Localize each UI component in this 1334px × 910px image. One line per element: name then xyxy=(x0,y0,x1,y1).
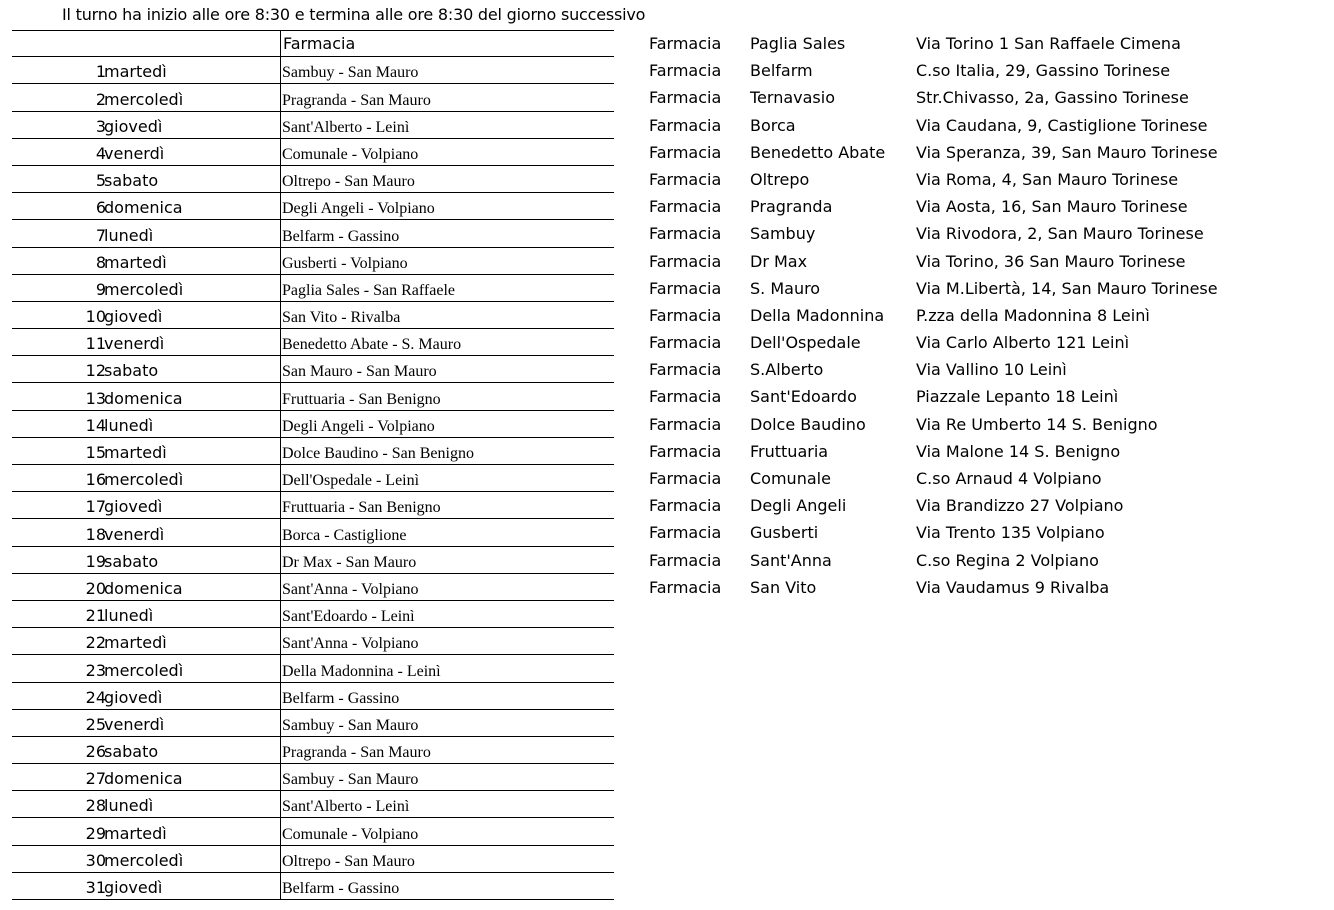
directory-name: Belfarm xyxy=(750,61,813,81)
day-name: venerdì xyxy=(104,714,165,734)
pharmacy-name: San Vito - Rivalba xyxy=(282,309,401,327)
column-divider xyxy=(280,31,281,57)
pharmacy-name: Paglia Sales - San Raffaele xyxy=(282,281,455,299)
day-name: domenica xyxy=(104,388,183,408)
column-divider xyxy=(280,220,281,247)
day-name: sabato xyxy=(104,551,159,571)
day-name: martedì xyxy=(104,633,167,653)
day-number: 1 xyxy=(95,62,106,82)
day-number: 21 xyxy=(85,606,106,626)
column-divider xyxy=(280,601,281,628)
column-divider xyxy=(280,193,281,220)
day-number: 12 xyxy=(85,361,106,381)
directory-address: Via Vallino 10 Leinì xyxy=(916,360,1067,380)
day-number: 23 xyxy=(85,660,106,680)
day-number: 16 xyxy=(85,470,106,490)
directory-name: Borca xyxy=(750,115,796,135)
directory-address: Via Torino, 36 San Mauro Torinese xyxy=(916,251,1186,271)
day-name: martedì xyxy=(104,62,167,82)
pharmacy-name: Belfarm - Gassino xyxy=(282,689,400,707)
pharmacy-name: San Mauro - San Mauro xyxy=(282,363,437,381)
table-row xyxy=(12,57,614,84)
table-row xyxy=(12,220,614,247)
column-divider xyxy=(280,791,281,818)
column-divider xyxy=(280,492,281,519)
table-row xyxy=(12,84,614,111)
day-number: 31 xyxy=(85,878,106,897)
day-name: domenica xyxy=(104,769,183,789)
directory-type: Farmacia xyxy=(649,441,722,461)
column-divider xyxy=(280,873,281,900)
directory-address: Via Roma, 4, San Mauro Torinese xyxy=(916,169,1179,189)
day-name: mercoledì xyxy=(104,850,184,870)
pharmacy-name: Dell'Ospedale - Leinì xyxy=(282,472,420,490)
pharmacy-name: Fruttuaria - San Benigno xyxy=(282,499,441,517)
directory-address: P.zza della Madonnina 8 Leinì xyxy=(916,305,1150,325)
pharmacy-name: Borca - Castiglione xyxy=(282,526,407,544)
pharmacy-column-header: Farmacia xyxy=(283,34,356,54)
table-row xyxy=(12,737,614,764)
day-name: venerdì xyxy=(104,524,165,544)
day-name: mercoledì xyxy=(104,660,184,680)
day-name: sabato xyxy=(104,171,159,191)
directory-address: Via Brandizzo 27 Volpiano xyxy=(916,496,1124,516)
table-row xyxy=(12,710,614,737)
directory-name: Gusberti xyxy=(750,523,819,543)
directory-name: S. Mauro xyxy=(750,278,821,298)
day-name: mercoledì xyxy=(104,470,184,490)
column-divider xyxy=(280,465,281,492)
directory-type: Farmacia xyxy=(649,360,722,380)
column-divider xyxy=(280,547,281,574)
directory-address: Piazzale Lepanto 18 Leinì xyxy=(916,387,1119,407)
day-number: 18 xyxy=(85,524,106,544)
directory-name: Oltrepo xyxy=(750,169,810,189)
day-name: sabato xyxy=(104,361,159,381)
directory-type: Farmacia xyxy=(649,577,722,597)
table-row xyxy=(12,302,614,329)
day-name: martedì xyxy=(104,823,167,843)
pharmacy-name: Comunale - Volpiano xyxy=(282,825,419,843)
day-name: giovedì xyxy=(104,878,163,897)
day-number: 3 xyxy=(95,116,106,136)
directory-type: Farmacia xyxy=(649,333,722,353)
table-body xyxy=(12,57,614,900)
table-header-row xyxy=(12,30,614,57)
pharmacy-name: Sant'Alberto - Leinì xyxy=(282,798,410,816)
column-divider xyxy=(280,166,281,193)
table-row xyxy=(12,492,614,519)
directory-type: Farmacia xyxy=(649,224,722,244)
column-divider xyxy=(280,57,281,84)
directory-name: Sambuy xyxy=(750,224,816,244)
table-row xyxy=(12,655,614,682)
day-name: sabato xyxy=(104,742,159,762)
day-number: 6 xyxy=(95,198,106,218)
day-name: giovedì xyxy=(104,687,163,707)
column-divider xyxy=(280,519,281,546)
pharmacy-name: Sant'Edoardo - Leinì xyxy=(282,608,415,626)
pharmacy-name: Della Madonnina - Leinì xyxy=(282,662,441,680)
directory-type: Farmacia xyxy=(649,305,722,325)
table-row xyxy=(12,166,614,193)
directory-name: S.Alberto xyxy=(750,360,824,380)
day-name: giovedì xyxy=(104,116,163,136)
pharmacy-name: Dolce Baudino - San Benigno xyxy=(282,445,474,462)
column-divider xyxy=(280,356,281,383)
column-divider xyxy=(280,628,281,655)
day-number: 28 xyxy=(85,796,106,816)
table-row xyxy=(12,791,614,818)
directory-type: Farmacia xyxy=(649,88,722,108)
directory-type: Farmacia xyxy=(649,278,722,298)
table-row xyxy=(12,329,614,356)
table-row xyxy=(12,112,614,139)
day-number: 19 xyxy=(85,551,106,571)
pharmacy-name: Degli Angeli - Volpiano xyxy=(282,417,435,435)
directory-address: C.so Arnaud 4 Volpiano xyxy=(916,469,1102,488)
directory-type: Farmacia xyxy=(649,169,722,189)
day-name: martedì xyxy=(104,252,167,272)
directory-name: Dr Max xyxy=(750,251,808,271)
directory-type: Farmacia xyxy=(649,414,722,434)
directory-name: Sant'Edoardo xyxy=(750,387,857,407)
column-divider xyxy=(280,139,281,166)
day-number: 14 xyxy=(85,415,106,435)
day-number: 29 xyxy=(85,823,106,843)
directory-name: Paglia Sales xyxy=(750,34,846,53)
column-divider xyxy=(280,846,281,873)
directory-name: Dell'Ospedale xyxy=(750,333,861,353)
directory-address: Via Carlo Alberto 121 Leinì xyxy=(916,333,1130,353)
day-name: giovedì xyxy=(104,307,163,327)
day-name: domenica xyxy=(104,578,183,598)
column-divider xyxy=(280,302,281,329)
directory-type: Farmacia xyxy=(649,142,722,162)
table-row xyxy=(12,574,614,601)
table-row xyxy=(12,139,614,166)
day-number: 24 xyxy=(85,687,106,707)
directory-name: San Vito xyxy=(750,577,817,597)
pharmacy-name: Oltrepo - San Mauro xyxy=(282,173,415,191)
directory-name: Comunale xyxy=(750,469,831,488)
directory-name: Benedetto Abate xyxy=(750,142,886,162)
column-divider xyxy=(280,683,281,710)
column-divider xyxy=(280,818,281,845)
day-number: 8 xyxy=(95,252,106,272)
day-name: giovedì xyxy=(104,497,163,517)
directory-type: Farmacia xyxy=(649,469,722,488)
pharmacy-name: Fruttuaria - San Benigno xyxy=(282,390,441,408)
table-row xyxy=(12,519,614,546)
directory-address: Via M.Libertà, 14, San Mauro Torinese xyxy=(916,278,1218,298)
day-name: lunedì xyxy=(104,796,154,816)
directory-name: Ternavasio xyxy=(750,88,835,108)
day-number: 15 xyxy=(85,443,106,462)
directory-address: C.so Italia, 29, Gassino Torinese xyxy=(916,61,1171,81)
pharmacy-name: Belfarm - Gassino xyxy=(282,880,400,897)
day-name: lunedì xyxy=(104,415,154,435)
pharmacy-name: Oltrepo - San Mauro xyxy=(282,852,415,870)
table-row xyxy=(12,383,614,410)
column-divider xyxy=(280,329,281,356)
column-divider xyxy=(280,112,281,139)
day-number: 13 xyxy=(85,388,106,408)
table-row xyxy=(12,846,614,873)
column-divider xyxy=(280,84,281,111)
table-row xyxy=(12,547,614,574)
table-row xyxy=(12,248,614,275)
directory-type: Farmacia xyxy=(649,496,722,516)
table-row xyxy=(12,818,614,845)
directory-address: Str.Chivasso, 2a, Gassino Torinese xyxy=(916,88,1189,108)
day-number: 20 xyxy=(85,578,106,598)
column-divider xyxy=(280,737,281,764)
directory-address: Via Caudana, 9, Castiglione Torinese xyxy=(916,115,1208,135)
directory-address: Via Trento 135 Volpiano xyxy=(916,523,1105,543)
day-number: 2 xyxy=(95,89,106,109)
directory-address: Via Aosta, 16, San Mauro Torinese xyxy=(916,197,1188,217)
directory-name: Dolce Baudino xyxy=(750,414,866,434)
directory-type: Farmacia xyxy=(649,251,722,271)
directory-type: Farmacia xyxy=(649,115,722,135)
pharmacy-name: Sambuy - San Mauro xyxy=(282,64,419,82)
directory-address: C.so Regina 2 Volpiano xyxy=(916,550,1099,570)
pharmacy-name: Degli Angeli - Volpiano xyxy=(282,200,435,218)
pharmacy-name: Comunale - Volpiano xyxy=(282,145,419,163)
pharmacy-name: Pragranda - San Mauro xyxy=(282,744,431,762)
day-number: 7 xyxy=(95,225,106,245)
table-row xyxy=(12,411,614,438)
table-row xyxy=(12,438,614,465)
directory-address: Via Rivodora, 2, San Mauro Torinese xyxy=(916,224,1204,244)
directory-type: Farmacia xyxy=(649,387,722,407)
day-number: 9 xyxy=(95,279,106,299)
directory-type: Farmacia xyxy=(649,61,722,81)
column-divider xyxy=(280,438,281,465)
table-row xyxy=(12,683,614,710)
day-number: 4 xyxy=(95,143,106,163)
day-number: 17 xyxy=(85,497,106,517)
column-divider xyxy=(280,275,281,302)
table-row xyxy=(12,628,614,655)
table-row xyxy=(12,193,614,220)
directory-address: Via Speranza, 39, San Mauro Torinese xyxy=(916,142,1218,162)
directory-type: Farmacia xyxy=(649,197,722,217)
directory-name: Fruttuaria xyxy=(750,441,829,461)
directory-name: Pragranda xyxy=(750,197,833,217)
directory-name: Sant'Anna xyxy=(750,550,832,570)
table-row xyxy=(12,601,614,628)
day-name: lunedì xyxy=(104,225,154,245)
table-row xyxy=(12,465,614,492)
pharmacy-name: Belfarm - Gassino xyxy=(282,227,400,245)
column-divider xyxy=(280,411,281,438)
day-name: venerdì xyxy=(104,334,165,354)
day-number: 30 xyxy=(85,850,106,870)
page-title: Il turno ha inizio alle ore 8:30 e termina alle ore 8:30 del giorno successivo xyxy=(62,5,646,24)
table-row xyxy=(12,275,614,302)
day-name: mercoledì xyxy=(104,279,184,299)
pharmacy-name: Sant'Alberto - Leinì xyxy=(282,118,410,136)
pharmacy-name: Sambuy - San Mauro xyxy=(282,771,419,789)
day-number: 10 xyxy=(85,307,106,327)
day-name: martedì xyxy=(104,443,167,462)
day-name: lunedì xyxy=(104,606,154,626)
duty-schedule-table xyxy=(12,30,614,900)
directory-type: Farmacia xyxy=(649,523,722,543)
column-divider xyxy=(280,574,281,601)
table-row xyxy=(12,873,614,900)
column-divider xyxy=(280,383,281,410)
pharmacy-name: Benedetto Abate - S. Mauro xyxy=(282,336,462,354)
column-divider xyxy=(280,764,281,791)
pharmacy-name: Gusberti - Volpiano xyxy=(282,254,408,272)
directory-address: Via Torino 1 San Raffaele Cimena xyxy=(916,34,1181,53)
day-name: mercoledì xyxy=(104,89,184,109)
directory-address: Via Vaudamus 9 Rivalba xyxy=(916,577,1110,597)
column-divider xyxy=(280,248,281,275)
day-number: 27 xyxy=(85,769,106,789)
column-divider xyxy=(280,710,281,737)
directory-name: Degli Angeli xyxy=(750,496,847,516)
pharmacy-name: Pragranda - San Mauro xyxy=(282,91,431,109)
directory-type: Farmacia xyxy=(649,34,722,53)
directory-address: Via Re Umberto 14 S. Benigno xyxy=(916,414,1158,434)
day-number: 26 xyxy=(85,742,106,762)
pharmacy-name: Sambuy - San Mauro xyxy=(282,716,419,734)
day-name: venerdì xyxy=(104,143,165,163)
pharmacy-name: Dr Max - San Mauro xyxy=(282,553,417,571)
day-name: domenica xyxy=(104,198,183,218)
table-row xyxy=(12,764,614,791)
column-divider xyxy=(280,655,281,682)
pharmacy-name: Sant'Anna - Volpiano xyxy=(282,580,419,598)
day-number: 25 xyxy=(85,714,106,734)
pharmacy-name: Sant'Anna - Volpiano xyxy=(282,635,419,653)
directory-address: Via Malone 14 S. Benigno xyxy=(916,441,1121,461)
table-row xyxy=(12,356,614,383)
directory-name: Della Madonnina xyxy=(750,305,885,325)
day-number: 11 xyxy=(85,334,106,354)
day-number: 22 xyxy=(85,633,106,653)
day-number: 5 xyxy=(95,171,106,191)
directory-type: Farmacia xyxy=(649,550,722,570)
